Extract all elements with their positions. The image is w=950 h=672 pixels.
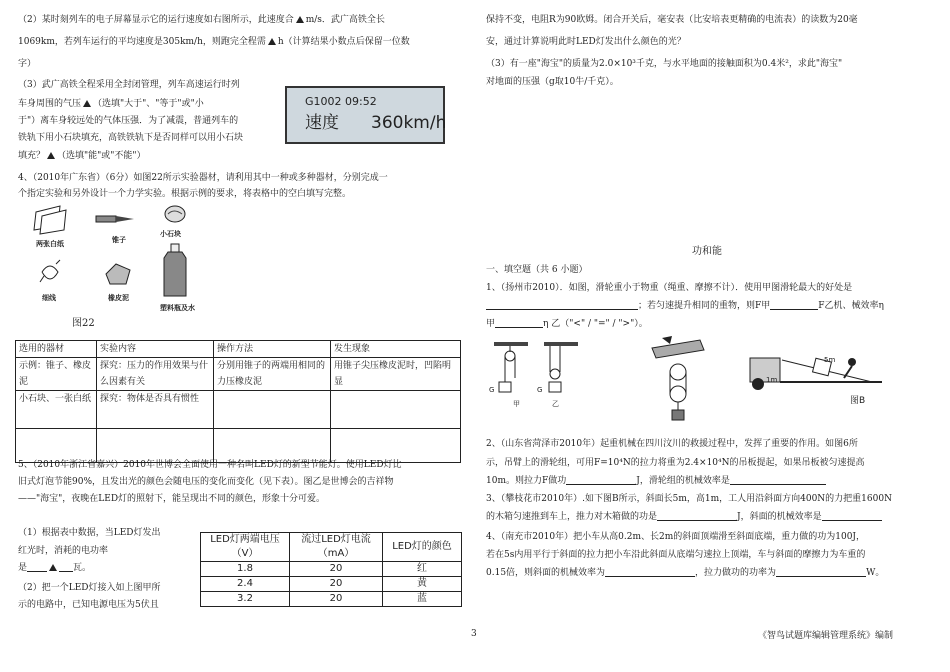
label-5m: 5m [824,356,836,364]
q5-part1-a: （1）根据表中数据，当LED灯发出 [18,528,161,538]
answer-marker-icon [296,16,304,23]
wk-q1-line3: 甲 η 乙（"<" / "=" / ">"）。 [486,319,648,329]
plastic-bottle-icon [164,244,186,296]
table-header-row [16,341,461,358]
awl-icon [96,216,134,222]
speed-value: 360km/h [371,113,447,133]
led-cell: 20 [290,562,383,577]
q4-line2: 个指定实验和另外设计一个力学实验。根据示例的要求，将表格中的空白填写完整。 [18,189,352,199]
q3-line1: （3）武广高铁全程采用全封闭管理，列车高速运行时列 [18,80,240,90]
wk-q2-line2: 示，吊臂上的滑轮组，可用F=10⁴N的拉力将重为2.4×10⁴N的吊板提起，如果吊板被匀速提高 [486,458,865,468]
wk-q4-line3: 0.15倍，则斜面的机械效率为 ，拉力做功的功率为 W。 [486,568,885,578]
q5-part2-a: （2）把一个LED灯接入如上图甲所 [18,583,161,593]
movable-pulley-icon [544,342,578,392]
q5-part1-b: 红光时，消耗的电功率 [18,546,109,556]
led-table-row [201,562,462,577]
fixed-pulley-icon [494,342,528,392]
table-cell: 示例：锥子、橡皮泥 [16,358,97,391]
table-cell: 用锥子尖压橡皮泥时，凹陷明显 [331,358,461,391]
led-cell: 20 [290,592,383,607]
led-table [200,532,462,607]
answer-marker-icon [49,564,57,571]
led-cell: 蓝 [383,592,462,607]
q5-part2-b: 示的电路中，已知电源电压为5伏且 [18,600,159,610]
table-cell: 分别用锥子的两端用相同的力压橡皮泥 [214,358,331,391]
led-cell: 1.8 [201,562,290,577]
section-title: 功和能 [692,246,722,257]
led-header-cell: LED灯的颜色 [383,533,462,562]
figure-22-caption: 图22 [72,318,95,329]
page-number: 3 [471,629,477,639]
string-icon [40,260,60,282]
table-cell: 小石块、一张白纸 [16,391,97,429]
label-g-yi: G [537,386,543,394]
table-cell [214,429,331,463]
section-fill-in: 一、填空题（共 6 小题） [486,265,588,275]
led-cell: 黄 [383,577,462,592]
wk-q3-line2: 的木箱匀速推到车上，推力对木箱做的功是 J，斜面的机械效率是 [486,509,882,525]
wk-q4-line2: 若在5s内用平行于斜面的拉力把小车沿此斜面从底端匀速拉上顶端，车与斜面的摩擦力为车重的 [486,550,866,560]
q2-line2: 1069km，若列车运行的平均速度是305km/h，则跑完全程需 h（计算结果小数点后保留一位数 [18,37,410,47]
wk-q1-line1: 1、（扬州市2010）．如图，滑轮重小于物重（绳重、摩擦不计）．使用甲图滑轮最大的好处是 [486,283,853,293]
label-g-jia: G [489,386,495,394]
answer-marker-icon [47,152,55,159]
q5-part3-line2: 对地面的压强（g取10牛/千克）。 [486,77,619,87]
label-figure-b: 图B [850,396,866,406]
crane-pulley-figure [648,336,720,432]
table-cell [331,391,461,429]
label-jia: 甲 [513,400,520,408]
pulley-figures [488,338,592,410]
label-string: 细线 [42,294,56,302]
q3-line2: 车身周围的气压 （选填"大于"、"等于"或"小 [18,99,204,109]
table-cell: 探究：压力的作用效果与什么因素有关 [97,358,214,391]
label-pebble: 小石块 [160,230,181,238]
wk-q1-line2: ；若匀速提升相同的重物，则F甲 F乙机、械效率η [486,298,884,314]
table-cell [16,429,97,463]
led-cell: 红 [383,562,462,577]
wk-q2-line1: 2、（山东省菏泽市2010年）起重机械在四川汶川的救援过程中，发挥了重要的作用。如图6所 [486,439,858,449]
led-table-row [201,577,462,592]
table-header-cell: 操作方法 [214,341,331,358]
led-cell: 2.4 [201,577,290,592]
q3-line5: 填充？ （选填"能"或"不能"） [18,151,146,161]
table-row [16,429,461,463]
q5-cont-line1: 保持不变，电阻R为90欧姆。闭合开关后，毫安表（比安培表更精确的电流表）的读数为20毫 [486,15,858,25]
led-header-cell: LED灯两端电压（V） [201,533,290,562]
train-speed-display [285,86,445,144]
crane-pulley-icon [652,336,704,420]
experiment-table [15,340,461,463]
q4-line1: 4、（2010年广东省）（6分）如图22所示实验器材，请利用其中一种或多种器材，分别完成一 [18,173,388,183]
answer-marker-icon [83,100,91,107]
q5-line3: ——"海宝"，夜晚在LED灯的照射下，能呈现出不同的颜色，形象十分可爱。 [18,494,326,504]
q3-line3: 于"）离车身较远处的气体压强．为了减震，普通列车的 [18,116,239,126]
table-cell: 探究：物体是否具有惯性 [97,391,214,429]
q5-part3-line1: （3）有一座"海宝"的质量为2.0×10³千克，与水平地面的接触面积为0.4米²，求此"海宝" [486,59,843,69]
table-row [16,358,461,391]
answer-marker-icon [268,38,276,45]
table-header-cell: 发生现象 [331,341,461,358]
q2-line1: （2）某时刻列车的电子屏幕显示它的运行速度如右图所示，此速度合 m/s．武广高铁全长 [18,15,385,25]
label-yi: 乙 [552,400,559,408]
white-paper-icon [34,206,66,234]
table-row [16,391,461,429]
clay-icon [106,264,130,284]
q2-line3: 字） [18,59,37,69]
q5-line1: 5、（2010年浙江省嘉兴）2010年世博会全面使用一种名叫LED灯的新型节能灯。使用LED灯比 [18,460,402,470]
speed-label: 速度 [305,113,339,133]
q5-line2: 旧式灯泡节能90%，且发出光的颜色会随电压的变化而变化（见下表）。图乙是世博会的吉祥物 [18,477,394,487]
wk-q4-line1: 4、（南充市2010年）把小车从高0.2m、长2m的斜面顶端滑至斜面底端，重力做的功为100J， [486,532,866,542]
led-header-cell: 流过LED灯电流（mA） [290,533,383,562]
table-cell [97,429,214,463]
train-id-time: G1002 09:52 [305,95,377,108]
table-cell [331,429,461,463]
q5-cont-line2: 安，通过计算说明此时LED灯发出什么颜色的光？ [486,37,686,47]
table-header-cell: 选用的器材 [16,341,97,358]
label-1m: 1m [766,376,778,384]
figure-b-ramp [742,338,892,414]
label-white-paper: 两张白纸 [36,240,64,248]
table-cell [214,391,331,429]
label-awl: 锥子 [112,236,126,244]
label-bottle: 塑料瓶及水 [160,304,195,312]
led-cell: 20 [290,577,383,592]
table-header-cell: 实验内容 [97,341,214,358]
led-table-header [201,533,462,562]
pebble-icon [165,206,185,222]
footer-system: 《智鸟试题库编辑管理系统》编制 [758,631,894,641]
q3-line4: 铁轨下用小石块填充，高铁铁轨下是否同样可以用小石块 [18,133,244,143]
wk-q2-line3: 10m。则拉力F做功 J，滑轮组的机械效率是 [486,473,826,489]
led-table-row [201,592,462,607]
led-cell: 3.2 [201,592,290,607]
wk-q3-line1: 3、（攀枝花市2010年）.如下图B所示，斜面长5m，高1m，工人用沿斜面方向400N的力把重1600N [486,494,892,504]
q5-part1-c: 是 瓦。 [18,563,92,573]
label-clay: 橡皮泥 [108,294,129,302]
